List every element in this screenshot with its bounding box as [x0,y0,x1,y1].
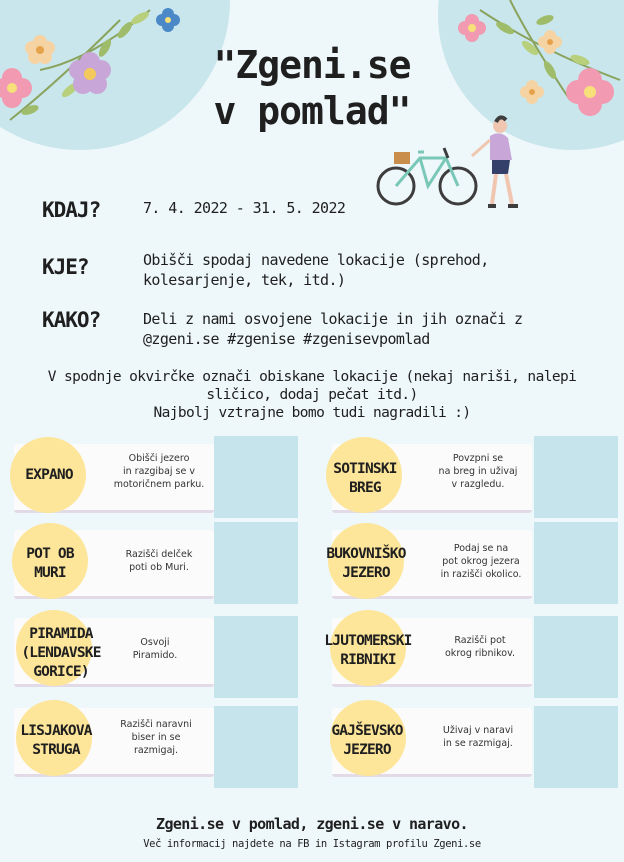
location-name-lisjakova-struga: LISJAKOVA STRUGA [20,723,92,758]
location-name-expano: EXPANO [25,467,73,483]
stamp-box-gajsevsko-jezero[interactable] [534,706,618,788]
stamp-box-pot-ob-muri[interactable] [214,522,298,604]
footer-slogan: Zgeni.se v pomlad, zgeni.se v naravo. [156,815,468,833]
location-desc-sotinski-breg: Povzpni se na breg in uživaj v razgledu. [438,453,518,490]
location-name-piramida: PIRAMIDA (LENDAVSKE GORICE) [21,626,101,680]
when-label: KDAJ? [42,198,101,222]
stamp-box-bukovnisko-jezero[interactable] [534,522,618,604]
stamp-box-ljutomerski-ribniki[interactable] [534,616,618,698]
poster-title-line-2: v pomlad" [213,89,411,133]
poster-title-line-1: "Zgeni.se [213,43,411,87]
instructions-line-1: V spodnje okvirčke označi obiskane lokacije (nekaj nariši, nalepi [47,369,577,385]
how-value-line-2: @zgeni.se #zgenise #zgenisevpomlad [143,330,430,348]
stamp-box-expano[interactable] [214,436,298,518]
location-desc-pot-ob-muri: Razišči delček poti ob Muri. [125,549,193,573]
where-value-line-1: Obišči spodaj navedene lokacije (sprehod, [143,251,489,269]
location-desc-expano: Obišči jezero in razgibaj se v motoričnem parku. [113,453,205,490]
bicycle-walker-illustration-icon [372,108,532,212]
when-value: 7. 4. 2022 - 31. 5. 2022 [143,199,346,217]
stamp-box-sotinski-breg[interactable] [534,436,618,518]
location-desc-bukovnisko-jezero: Podaj se na pot okrog jezera in razišči okolico. [440,543,522,580]
location-desc-gajsevsko-jezero: Uživaj v naravi in se razmigaj. [442,725,514,749]
location-name-ljutomerski-ribniki: LJUTOMERSKI RIBNIKI [324,633,412,668]
location-desc-ljutomerski-ribniki: Razišči pot okrog ribnikov. [445,635,515,659]
location-name-bukovnisko-jezero: BUKOVNIŠKO JEZERO [326,546,406,581]
location-name-gajsevsko-jezero: GAJŠEVSKO JEZERO [331,723,403,758]
location-name-sotinski-breg: SOTINSKI BREG [333,461,397,496]
where-value-line-2: kolesarjenje, tek, itd.) [143,271,346,289]
stamp-box-piramida[interactable] [214,616,298,698]
location-name-pot-ob-muri: POT OB MURI [26,546,74,581]
location-desc-lisjakova-struga: Razišči naravni biser in se razmigaj. [120,719,192,756]
how-label: KAKO? [42,308,101,332]
instructions-line-2: sličico, dodaj pečat itd.) [206,387,418,403]
stamp-box-lisjakova-struga[interactable] [214,706,298,788]
location-desc-piramida: Osvoji Piramido. [132,637,178,661]
where-label: KJE? [42,255,89,279]
instructions-line-3: Najbolj vztrajne bomo tudi nagradili :) [153,405,471,421]
how-value-line-1: Deli z nami osvojene lokacije in jih označi z [143,310,523,328]
footer-note: Več informacij najdete na FB in Istagram profilu Zgeni.se [143,838,481,850]
